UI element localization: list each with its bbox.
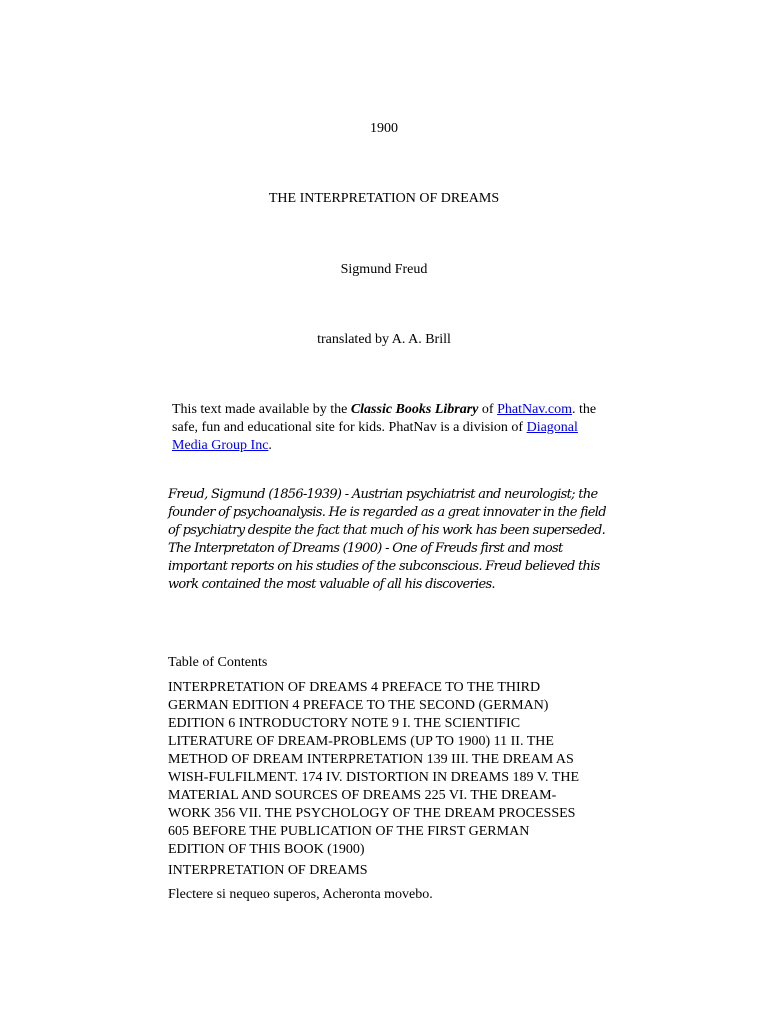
library-name: Classic Books Library [350, 402, 479, 417]
availability-middle-text: . the safe, fun and educational site for kids. PhatNav is a division of [172, 402, 597, 435]
publication-year: 1900 [370, 121, 398, 136]
availability-prefix: This text made available by the [172, 402, 351, 417]
author-name: Sigmund Freud [340, 262, 428, 277]
table-of-contents-heading: Table of Contents [168, 655, 268, 670]
phatnav-link[interactable]: PhatNav.com [497, 402, 572, 417]
availability-of-text: of [478, 402, 498, 417]
availability-suffix: . [268, 438, 272, 453]
book-title: THE INTERPRETATION OF DREAMS [268, 191, 500, 206]
author-biography: Freud, Sigmund (1856-1939) - Austrian psychiatrist and neurologist; the founder of psychoanalysis. He is regarded as a great innovater in the field of psychiatry despite the fact that much of his work has been superseded. The Interpretaton of Dreams (1900) - One of Freuds first and most important reports on his studies of the subconscious. Freud believed this work contained the most valuable of all his discoveries. [168, 487, 606, 592]
section-heading: INTERPRETATION OF DREAMS [168, 863, 368, 878]
availability-notice [172, 401, 612, 455]
diagonal-media-link[interactable]: Diagonal Media Group Inc [172, 420, 578, 453]
translator-credit: translated by A. A. Brill [317, 332, 451, 347]
epigraph: Flectere si nequeo superos, Acheronta movebo. [168, 887, 433, 902]
table-of-contents-body: INTERPRETATION OF DREAMS 4 PREFACE TO THE THIRD GERMAN EDITION 4 PREFACE TO THE SECOND (GERMAN) EDITION 6 INTRODUCTORY NOTE 9 I. THE SCIENTIFIC LITERATURE OF DREAM-PROBLEMS (UP TO 1900) 11 II. THE METHOD OF DREAM INTERPRETATION 139 III. THE DREAM AS WISH-FULFILMENT. 174 IV. DISTORTION IN DREAMS 189 V. THE MATERIAL AND SOURCES OF DREAMS 225 VI. THE DREAM-WORK 356 VII. THE PSYCHOLOGY OF THE DREAM PROCESSES 605 BEFORE THE PUBLICATION OF THE FIRST GERMAN EDITION OF THIS BOOK (1900) [168, 680, 580, 857]
